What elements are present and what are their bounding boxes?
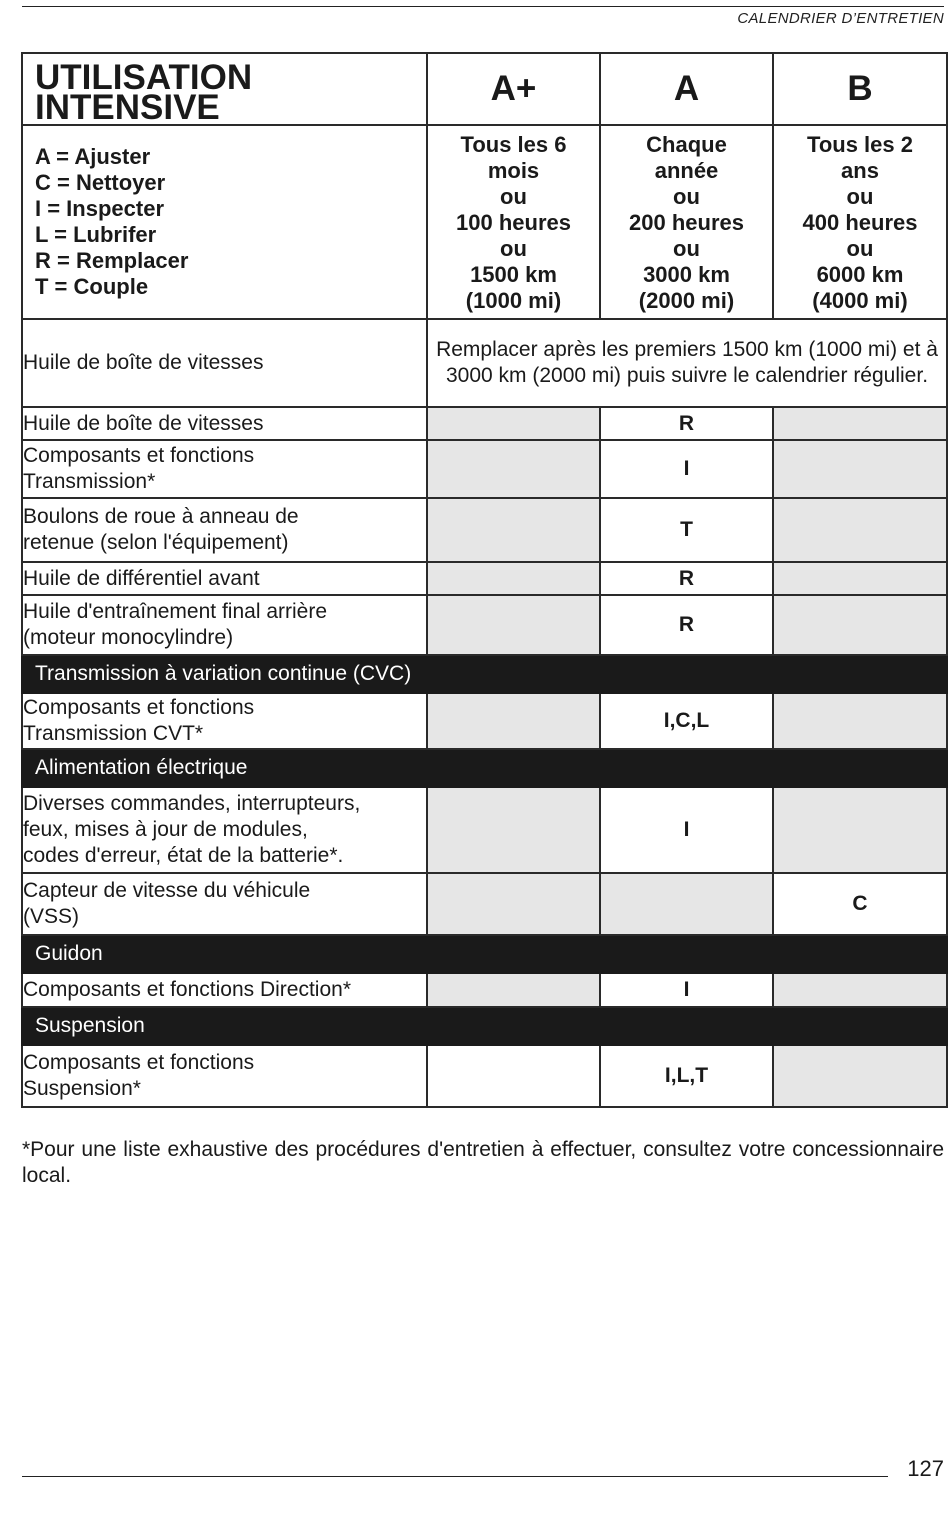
interval-line: (2000 mi) <box>638 288 735 313</box>
table-row <box>22 440 947 498</box>
note-row <box>22 319 947 407</box>
cell-a: I,L,T <box>600 1045 773 1107</box>
cell-b <box>773 498 947 562</box>
row-label-line: (moteur monocylindre) <box>23 626 234 649</box>
row-label <box>22 1045 427 1107</box>
interval-line: ou <box>846 184 874 209</box>
row-label <box>22 595 427 655</box>
row-label-line: Boulons de roue à anneau de <box>23 505 299 528</box>
row-label-line: (VSS) <box>23 905 80 928</box>
interval-line: (1000 mi) <box>465 288 562 313</box>
row-label-line: Huile de différentiel avant <box>23 566 260 590</box>
row-label-line: retenue (selon l'équipement) <box>23 531 289 554</box>
cell-a-plus <box>427 693 600 749</box>
row-label-line: Huile de boîte de vitesses <box>23 411 264 435</box>
column-header-a-plus: A+ <box>427 53 600 125</box>
section-row <box>22 1007 947 1045</box>
top-rule <box>22 6 944 7</box>
interval-a-plus <box>427 125 600 319</box>
table-row <box>22 595 947 655</box>
interval-a <box>600 125 773 319</box>
row-label <box>22 693 427 749</box>
cell-a-plus <box>427 498 600 562</box>
row-label-line: Huile d'entraînement final arrière <box>23 600 327 623</box>
row-label-line: Diverses commandes, interrupteurs, <box>23 792 361 815</box>
row-label-line: Composants et fonctions Direction* <box>23 978 351 1001</box>
table-title-line-1: UTILISATION <box>35 58 253 97</box>
row-label-line: feux, mises à jour de modules, <box>23 818 308 841</box>
legend-item: R = Remplacer <box>35 248 189 273</box>
page-number: 127 <box>907 1456 944 1481</box>
legend-item: I = Inspecter <box>35 196 165 221</box>
cell-a-plus <box>427 407 600 440</box>
table-row <box>22 693 947 749</box>
row-label <box>22 562 427 595</box>
cell-b <box>773 973 947 1007</box>
legend-item: L = Lubrifer <box>35 222 157 247</box>
row-label <box>22 787 427 873</box>
cell-b <box>773 693 947 749</box>
row-label <box>22 440 427 498</box>
interval-line: ou <box>673 184 700 209</box>
section-title: CALENDRIER D’ENTRETIEN <box>737 10 944 27</box>
legend-interval-row <box>22 125 947 319</box>
table-row <box>22 407 947 440</box>
table-row <box>22 787 947 873</box>
row-label-line: Transmission CVT* <box>23 722 204 745</box>
cell-a: I <box>600 787 773 873</box>
interval-line: ou <box>500 236 527 261</box>
row-label: Huile de boîte de vitesses <box>22 319 427 407</box>
cell-a-plus <box>427 1045 600 1107</box>
cell-b <box>773 1045 947 1107</box>
cell-a-plus <box>427 787 600 873</box>
cell-b <box>773 595 947 655</box>
interval-line: (4000 mi) <box>812 288 908 313</box>
cell-a: I,C,L <box>600 693 773 749</box>
table-row <box>22 973 947 1007</box>
row-label-line: Composants et fonctions <box>23 444 255 467</box>
row-label <box>22 973 427 1007</box>
interval-line: ou <box>846 236 874 261</box>
cell-b: C <box>773 873 947 935</box>
row-label-line: Suspension* <box>23 1077 141 1100</box>
row-label-line: codes d'erreur, état de la batterie*. <box>23 844 344 867</box>
column-header-a: A <box>600 53 773 125</box>
cell-b <box>773 562 947 595</box>
interval-line: année <box>654 158 719 183</box>
row-label-line: Transmission* <box>23 470 156 493</box>
interval-line: 400 heures <box>802 210 918 235</box>
table-row <box>22 498 947 562</box>
interval-line: 3000 km <box>643 262 730 287</box>
cell-a <box>600 873 773 935</box>
column-header-b: B <box>773 53 947 125</box>
cell-b <box>773 440 947 498</box>
row-label <box>22 498 427 562</box>
legend-cell <box>22 125 427 319</box>
table-title-cell <box>22 53 427 125</box>
section-row <box>22 749 947 787</box>
table-title-line-2: INTENSIVE <box>35 88 220 127</box>
interval-line: ans <box>841 158 879 183</box>
row-label <box>22 407 427 440</box>
section-label: Guidon <box>22 935 947 973</box>
row-label <box>22 873 427 935</box>
cell-a: R <box>600 595 773 655</box>
section-row <box>22 935 947 973</box>
legend-item: A = Ajuster <box>35 144 151 169</box>
interval-line: Tous les 6 <box>460 132 567 157</box>
legend-item: T = Couple <box>35 274 149 299</box>
table-row <box>22 1045 947 1107</box>
bottom-rule <box>22 1476 888 1477</box>
section-row <box>22 655 947 693</box>
table-row <box>22 562 947 595</box>
section-label: Suspension <box>22 1007 947 1045</box>
table-row <box>22 873 947 935</box>
interval-line: 200 heures <box>629 210 744 235</box>
interval-line: mois <box>487 158 540 183</box>
interval-line: Chaque <box>646 132 727 157</box>
cell-a: R <box>600 407 773 440</box>
cell-a-plus <box>427 595 600 655</box>
cell-a-plus <box>427 562 600 595</box>
cell-a-plus <box>427 973 600 1007</box>
footnote: *Pour une liste exhaustive des procédures d'entretien à effectuer, consultez votre concessionnaire local. <box>22 1138 944 1187</box>
legend-item: C = Nettoyer <box>35 170 166 195</box>
table-header-row <box>22 53 947 125</box>
row-label-line: Composants et fonctions <box>23 1051 255 1074</box>
interval-line: ou <box>673 236 700 261</box>
interval-line: Tous les 2 <box>807 132 913 157</box>
cell-a-plus <box>427 873 600 935</box>
cell-a: T <box>600 498 773 562</box>
cell-b <box>773 407 947 440</box>
section-label: Alimentation électrique <box>22 749 947 787</box>
table-body <box>22 407 947 1107</box>
section-label: Transmission à variation continue (CVC) <box>22 655 947 693</box>
row-note: Remplacer après les premiers 1500 km (1000 mi) et à 3000 km (2000 mi) puis suivre le calendrier régulier. <box>427 319 947 407</box>
cell-a-plus <box>427 440 600 498</box>
interval-line: 100 heures <box>456 210 571 235</box>
cell-a: R <box>600 562 773 595</box>
interval-line: ou <box>500 184 527 209</box>
interval-line: 1500 km <box>470 262 557 287</box>
interval-line: 6000 km <box>816 262 904 287</box>
cell-b <box>773 787 947 873</box>
maintenance-table <box>21 52 948 1108</box>
cell-a: I <box>600 440 773 498</box>
cell-a: I <box>600 973 773 1007</box>
row-label-line: Composants et fonctions <box>23 696 255 719</box>
row-label-line: Capteur de vitesse du véhicule <box>23 879 311 902</box>
interval-b <box>773 125 947 319</box>
